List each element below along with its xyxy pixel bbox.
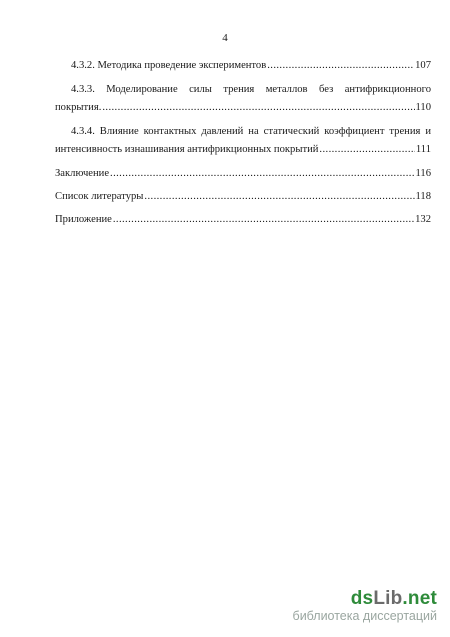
toc-entry-page: 107: [415, 60, 431, 71]
toc-entry-page: 118: [415, 191, 431, 202]
dslib-logo: [293, 589, 437, 608]
toc-entry-page: 116: [415, 168, 431, 179]
toc-entry-appendix[interactable]: [55, 213, 431, 227]
dslib-watermark: [293, 589, 437, 623]
toc-entry-4-3-4[interactable]: [71, 125, 431, 139]
dot-leader: [102, 101, 414, 115]
watermark-caption: библиотека диссертаций: [292, 609, 437, 623]
toc-entry-page: 111: [415, 144, 431, 155]
toc-entry-title: Список литературы: [55, 191, 144, 202]
toc-entry-conclusion[interactable]: [55, 167, 431, 181]
toc-entry-bibliography[interactable]: [55, 190, 431, 204]
dot-leader: [113, 213, 414, 227]
toc-entry-title-line1: 4.3.3. Моделирование силы трения металлов без антифрикционного: [71, 84, 431, 95]
toc-entry-title-line1: 4.3.4. Влияние контактных давлений на статический коэффициент трения и: [71, 126, 431, 137]
logo-net: .net: [402, 588, 437, 609]
toc-entry-page: 132: [415, 214, 431, 225]
toc-entry-title: Приложение: [55, 214, 112, 225]
dot-leader: [110, 167, 414, 181]
page-number: 4: [222, 32, 228, 44]
toc-entry-page: 110: [415, 102, 431, 113]
dot-leader: [144, 190, 414, 204]
toc-entry-4-3-4-continuation[interactable]: [55, 143, 431, 157]
toc-entry-title-line2: покрытия.: [55, 102, 102, 113]
toc-entry-title-line2: интенсивность изнашивания антифрикционных покрытий: [55, 144, 319, 155]
toc-entry-4-3-3[interactable]: [71, 83, 431, 97]
logo-ds: ds: [350, 588, 374, 609]
dot-leader: [319, 143, 414, 157]
toc-entry-4-3-2[interactable]: [71, 59, 431, 73]
toc-entry-title: Заключение: [55, 168, 110, 179]
logo-lib: Lib: [373, 588, 403, 609]
dot-leader: [267, 59, 414, 73]
toc-entry-4-3-3-continuation[interactable]: [55, 101, 431, 115]
toc-entry-title: 4.3.2. Методика проведение экспериментов: [71, 60, 267, 71]
